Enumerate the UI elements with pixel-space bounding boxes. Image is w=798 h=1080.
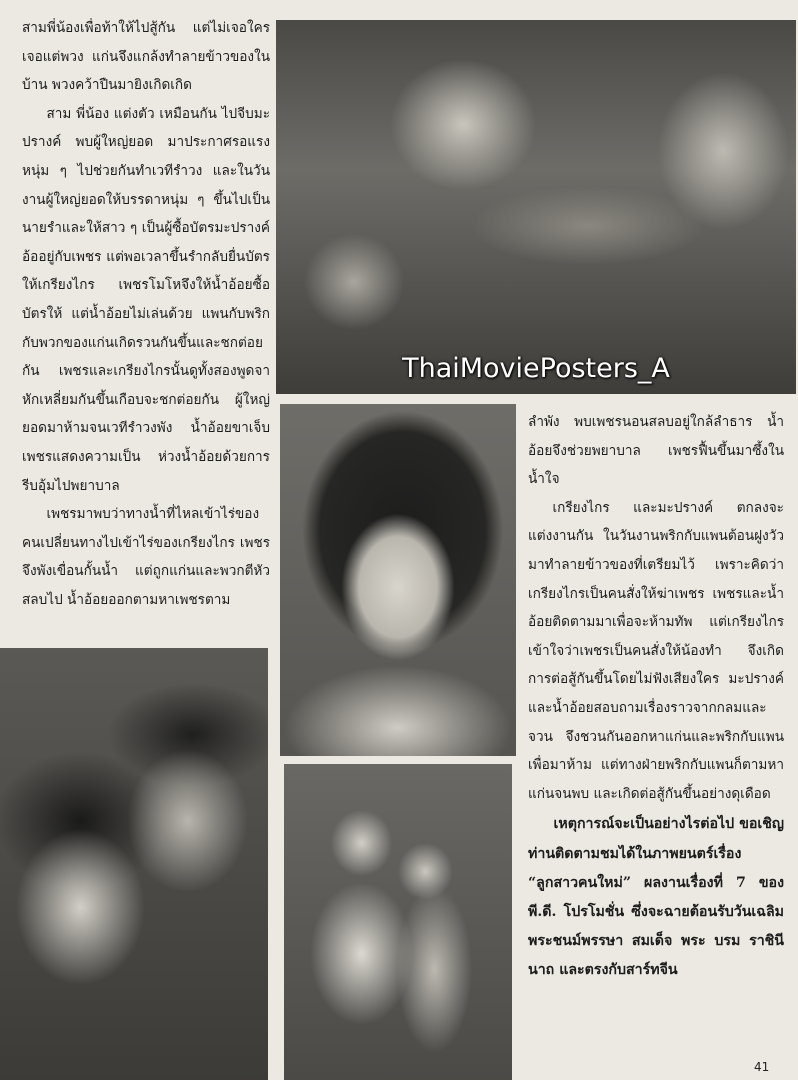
paragraph: เพชรมาพบว่าทางน้ำที่ไหลเข้าไร่ของคนเปลี่ยนทางไปเข้าไร่ของเกรียงไกร เพชรจึงพังเขื่อนกั้นน้ำ แต่ถูกแก่นและพวกตีหัวสลบไป น้ำอ้อยออกตามหาเพชรตาม: [22, 506, 270, 608]
photo-couple: [0, 648, 268, 1080]
left-text-column: [22, 14, 270, 614]
photo-woman-with-child: [284, 764, 512, 1080]
paragraph: สาม พี่น้อง แต่งตัว เหมือนกัน ไปจีบมะปรางค์ พบผู้ใหญ่ยอด มาประกาศรอแรงหนุ่ม ๆ ไปช่วยกันทำเวทีรำวง และในวันงานผู้ใหญ่ยอดให้บรรดาหนุ่ม ๆ ขึ้นไปเป็นนายรำและให้สาว ๆ เป็นผู้ซื้อบัตรมะปรางค์อ้ออยู่กับเพชร แต่พอเวลาขึ้นรำกลับยื่นบัตรให้เกรียงไกร เพชรโมโหจึงให้น้ำอ้อยซื้อบัตรให้ แต่น้ำอ้อยไม่เล่นด้วย แพนกับพริกกับพวกของแก่นเกิดรวนกันขึ้นและชกต่อยกัน เพชรและเกรียงไกรนั้นดูทั้งสองพูดจา หักเหลี่ยมกันขึ้นเกือบจะชกต่อยกัน ผู้ใหญ่ยอดมาห้ามจนเวทีรำวงพัง น้ำอ้อยขาเจ็บ เพชรแสดงความเป็น ห่วงน้ำอ้อยด้วยการรีบอุ้มไปพยาบาล: [22, 105, 270, 494]
paragraph: ลำพัง พบเพชรนอนสลบอยู่ใกล้ลำธาร น้ำอ้อยจึงช่วยพยาบาล เพชรฟื้นขึ้นมาซึ้งในน้ำใจ: [528, 414, 784, 488]
watermark: ThaiMoviePosters_A: [402, 353, 670, 384]
paragraph: เกรียงไกร และมะปรางค์ ตกลงจะแต่งงานกัน ในวันงานพริกกับแพนต้อนฝูงวัวมาทำลายข้าวของที่เตรียมไว้ เพราะคิดว่าเกรียงไกรเป็นคนสั่งให้ฆ่าเพชร เพชรและน้ำอ้อยติดตามมาเพื่อจะห้ามทัพ แต่เกรียงไกรเข้าใจว่าเพชรเป็นคนสั่งให้น้องทำ จึงเกิดการต่อสู้กันขึ้นโดยไม่ฟังเสียงใคร มะปรางค์และน้ำอ้อยสอบถามเรื่องราวจากกลมและจวน จึงชวนกันออกหาแก่นและพริกกับแพนเพื่อมาห้าม แต่ทางฝ่ายพริกกับแพนก็ตามหาแก่นจนพบ และเกิดต่อสู้กันขึ้นอย่างดุเดือด: [528, 499, 784, 802]
closing-announcement: เหตุการณ์จะเป็นอย่างไรต่อไป ขอเชิญท่านติดตามชมได้ในภาพยนตร์เรื่อง “ลูกสาวคนใหม่” ผลงานเรื่องที่ 7 ของพี.ดี. โปรโมชั่น ซึ่งจะฉายต้อนรับวันเฉลิมพระชนม์พรรษา สมเด็จ พระ บรม ราชินี นาถ และตรงกับสาร์ทจีน: [528, 816, 784, 979]
right-text-column: [528, 408, 784, 986]
paragraph: สามพี่น้องเพื่อท้าให้ไปสู้กัน แต่ไม่เจอใคร เจอแต่พวง แก่นจึงแกล้งทำลายข้าวของในบ้าน พวงคว้าปืนมายิงเกิดเกิด: [22, 20, 270, 94]
page-number: 41: [754, 1060, 770, 1074]
photo-fight-scene: [276, 20, 796, 394]
photo-portrait-woman: [280, 404, 516, 756]
